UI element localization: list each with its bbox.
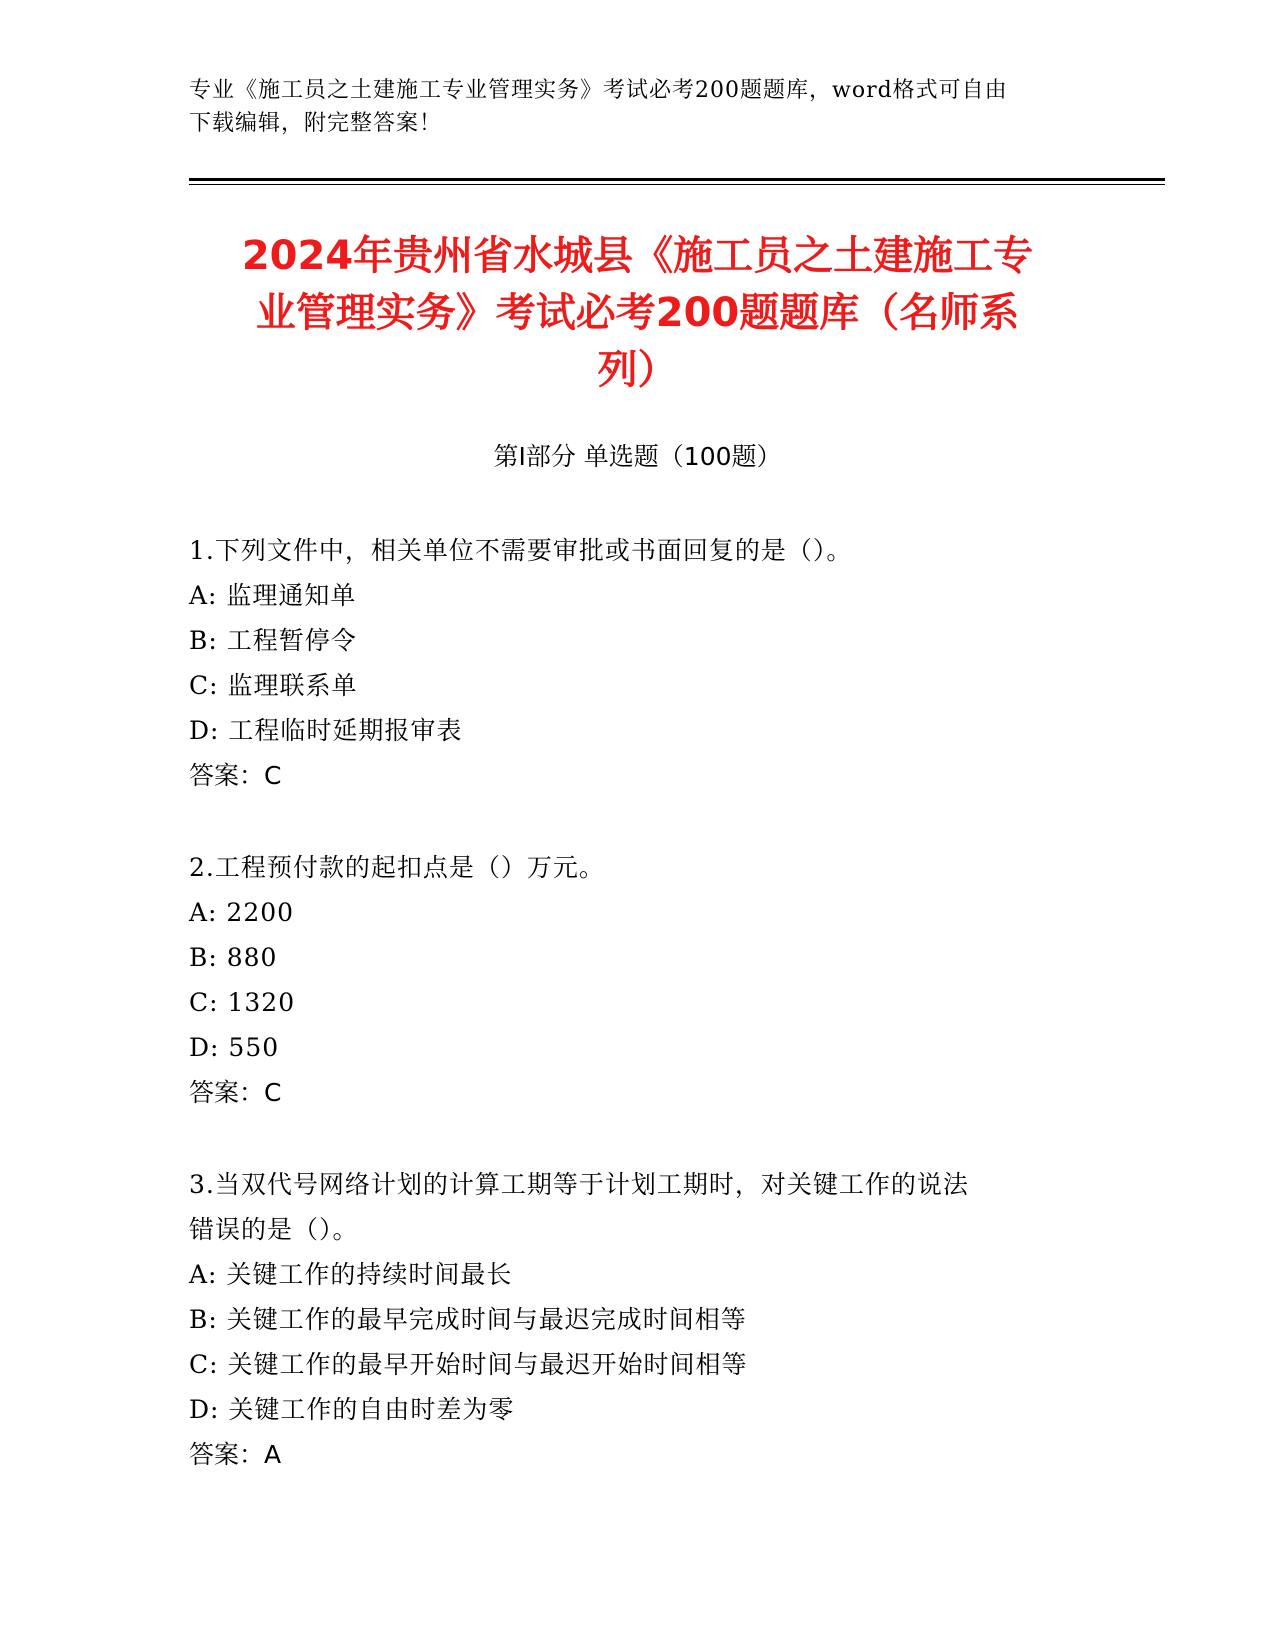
question-3 xyxy=(189,1162,1089,1477)
question-stem: 1.下列文件中，相关单位不需要审批或书面回复的是（）。 xyxy=(189,536,853,565)
option-d: D: 工程临时延期报审表 xyxy=(189,716,463,745)
question-1 xyxy=(189,528,1089,798)
question-stem-line-2: 错误的是（）。 xyxy=(189,1215,359,1244)
header-divider-thick xyxy=(189,178,1165,181)
option-d: D: 550 xyxy=(189,1033,280,1062)
option-a: A: 监理通知单 xyxy=(189,581,357,610)
header-note xyxy=(189,74,1089,140)
option-b: B: 工程暂停令 xyxy=(189,626,357,655)
option-d: D: 关键工作的自由时差为零 xyxy=(189,1395,515,1424)
section-title: 第Ⅰ部分 单选题（100题） xyxy=(493,442,782,471)
document-title xyxy=(180,228,1095,399)
answer: 答案：A xyxy=(189,1440,282,1469)
document-title-line-3: 列） xyxy=(597,347,678,393)
option-c: C: 监理联系单 xyxy=(189,671,358,700)
answer: 答案：C xyxy=(189,1078,282,1107)
option-c: C: 1320 xyxy=(189,988,296,1017)
header-divider-thin xyxy=(189,184,1165,185)
option-a: A: 2200 xyxy=(189,898,295,927)
answer: 答案：C xyxy=(189,761,282,790)
question-stem: 2.工程预付款的起扣点是（）万元。 xyxy=(189,853,605,882)
question-2 xyxy=(189,845,1089,1115)
option-b: B: 880 xyxy=(189,943,278,972)
document-title-line-2: 业管理实务》考试必考200题题库（名师系 xyxy=(255,290,1020,336)
option-b: B: 关键工作的最早完成时间与最迟完成时间相等 xyxy=(189,1305,747,1334)
document-title-line-1: 2024年贵州省水城县《施工员之土建施工专 xyxy=(241,233,1034,279)
option-c: C: 关键工作的最早开始时间与最迟开始时间相等 xyxy=(189,1350,748,1379)
header-note-line-2: 下载编辑，附完整答案！ xyxy=(189,111,443,136)
question-list xyxy=(189,528,1089,1524)
header-note-line-1: 专业《施工员之土建施工专业管理实务》考试必考200题题库，word格式可自由 xyxy=(189,78,1008,103)
option-a: A: 关键工作的持续时间最长 xyxy=(189,1260,513,1289)
question-stem-line-1: 3.当双代号网络计划的计算工期等于计划工期时，对关键工作的说法 xyxy=(189,1170,969,1199)
